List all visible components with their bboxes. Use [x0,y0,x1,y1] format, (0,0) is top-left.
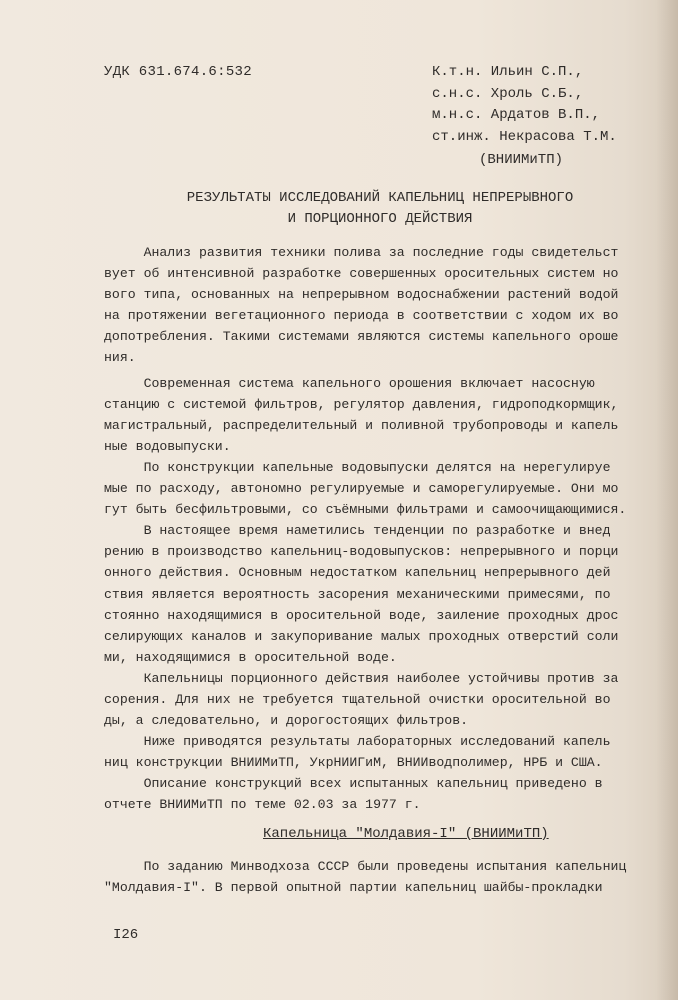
text-line: В настоящее время наметились тенденции по разработке и внед [104,523,611,539]
text-line: мые по расходу, автономно регулируемые и саморегулируемые. Они мо [104,481,619,497]
text-line: селирующих каналов и закупоривание малых проходных отверстий соли [104,628,619,644]
text-line: вует об интенсивной разработке совершенных оросительных систем но [104,266,619,282]
author-line: К.т.н. Ильин С.П., [432,64,584,80]
page-number: I26 [113,927,139,943]
text-line: рению в производство капельниц-водовыпусков: непрерывного и порци [104,544,619,560]
author-line: ст.инж. Некрасова Т.М. [432,128,617,145]
text-line: ствия является вероятность засорения механическими примесями, по [104,586,611,602]
text-line: Капельницы порционного действия наиболее устойчивы против за [104,670,619,686]
authors-block [432,62,617,148]
text-line: ми, находящимися в оросительной воде. [104,649,397,665]
text-line: Современная система капельного орошения включает насосную [104,375,595,391]
body-text [104,242,664,816]
text-line: гут быть бесфильтровыми, со съёмными фильтрами и самоочищающимися. [104,502,627,518]
text-line: Анализ развития техники полива за последние годы свидетельст [104,245,619,260]
text-line: станцию с системой фильтров, регулятор давления, гидроподкормщик, [104,396,619,412]
author-line: с.н.с. Хроль С.Б., [432,85,584,102]
text-line: Описание конструкций всех испытанных капельниц приведено в [104,776,603,792]
author-line: м.н.с. Ардатов В.П., [432,107,601,123]
text-line: ды, а следовательно, и дорогостоящих фильтров. [104,713,469,729]
document-title [150,188,610,230]
section-text [104,856,664,898]
text-line: магистральный, распределительный и поливной трубопроводы и капель [104,417,619,433]
text-line: на протяжении вегетационного периода в соответствии с ходом их во [104,308,619,324]
text-line: допотребления. Такими системами являются системы капельного ороше [104,329,619,345]
text-line: сорения. Для них не требуется тщательной очистки оросительной во [104,691,611,707]
section-subtitle: Капельница "Молдавия-I" (ВНИИМиТП) [263,826,549,842]
text-line: стоянно находящимися в оросительной воде, заиление проходных дрос [104,607,619,623]
title-line-1: РЕЗУЛЬТАТЫ ИССЛЕДОВАНИЙ КАПЕЛЬНИЦ НЕПРЕРЫВНОГО [186,190,574,206]
text-line: онного действия. Основным недостатком капельниц непрерывного дей [104,565,611,581]
text-line: "Молдавия-I". В первой опытной партии капельниц шайбы-прокладки [104,880,603,896]
text-line: ния. [104,350,136,366]
text-line: По заданию Минводхоза СССР были проведены испытания капельниц [104,859,627,874]
text-line: ниц конструкции ВНИИМиТП, УкрНИИГиМ, ВНИИводполимер, НРБ и США. [104,755,603,771]
text-line: отчете ВНИИМиТП по теме 02.03 за 1977 г. [104,797,421,813]
text-line: вого типа, основанных на непрерывном водоснабжении растений водой [104,287,619,303]
udk-code: УДК 631.674.6:532 [104,64,252,80]
title-line-2: И ПОРЦИОННОГО ДЕЙСТВИЯ [287,211,473,227]
organization: (ВНИИМиТП) [479,152,564,168]
text-line: ные водовыпуски. [104,438,231,454]
text-line: Ниже приводятся результаты лабораторных исследований капель [104,734,611,750]
text-line: По конструкции капельные водовыпуски делятся на нерегулируе [104,459,611,475]
